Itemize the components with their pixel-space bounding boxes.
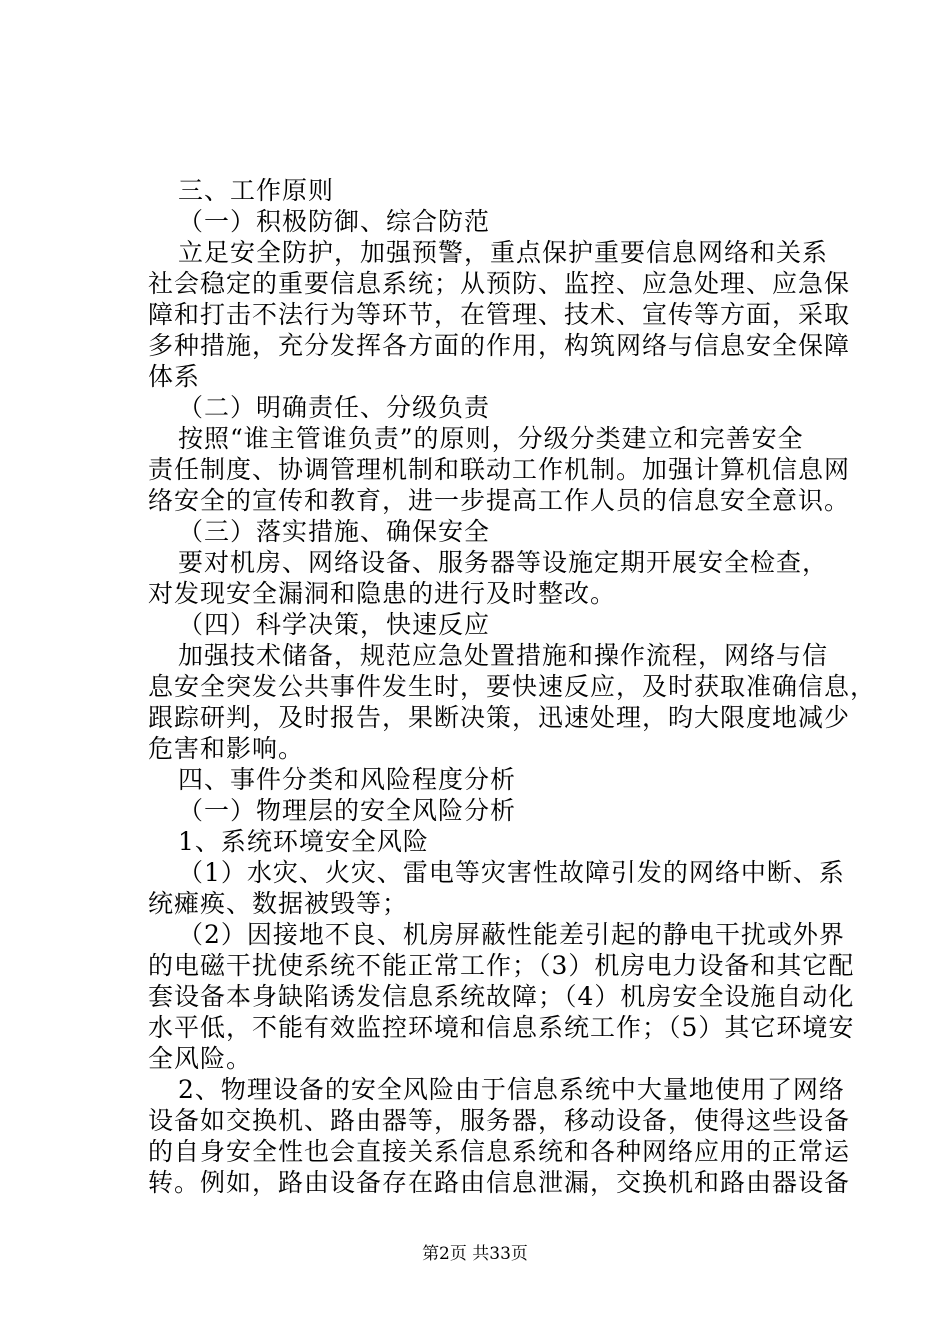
- section-heading: 四、事件分类和风险程度分析: [178, 765, 517, 794]
- paragraph-line: 立足安全防护，加强预警，重点保护重要信息网络和关系: [178, 238, 829, 267]
- paragraph-line: 全风险。: [148, 1044, 253, 1073]
- paragraph-line: 社会稳定的重要信息系统；从预防、监控、应急处理、应急保: [148, 269, 851, 298]
- subsection-heading: （一）积极防御、综合防范: [178, 207, 491, 236]
- paragraph-line: 套设备本身缺陷诱发信息系统故障；（4）机房安全设施自动化: [148, 982, 855, 1011]
- paragraph-line: 络安全的宣传和教育，进一步提高工作人员的信息安全意识。: [148, 486, 851, 515]
- subsection-heading: （三）落实措施、确保安全: [178, 517, 491, 546]
- paragraph-line: 跟踪研判，及时报告，果断决策，迅速处理，昀大限度地减少: [148, 703, 851, 732]
- paragraph-line: 按照“谁主管谁负责”的原则，分级分类建立和完善安全: [178, 424, 804, 453]
- paragraph-line: （1）水灾、火灾、雷电等灾害性故障引发的网络中断、系: [178, 858, 845, 887]
- paragraph-line: 的电磁干扰使系统不能正常工作；（3）机房电力设备和其它配: [148, 951, 855, 980]
- paragraph-line: 水平低，不能有效监控环境和信息系统工作；（5）其它环境安: [148, 1013, 855, 1042]
- paragraph-line: （2）因接地不良、机房屏蔽性能差引起的静电干扰或外界: [178, 920, 845, 949]
- paragraph-line: 障和打击不法行为等环节，在管理、技术、宣传等方面，采取: [148, 300, 851, 329]
- section-heading: 三、工作原则: [178, 176, 335, 205]
- subsection-heading: （二）明确责任、分级负责: [178, 393, 491, 422]
- paragraph-line: 息安全突发公共事件发生时，要快速反应，及时获取准确信息，: [148, 672, 877, 701]
- paragraph-line: 设备如交换机、路由器等，服务器，移动设备，使得这些设备: [148, 1106, 851, 1135]
- paragraph-line: 要对机房、网络设备、服务器等设施定期开展安全检查，: [178, 548, 829, 577]
- subsection-heading: （一）物理层的安全风险分析: [178, 796, 517, 825]
- paragraph-line: 2、物理设备的安全风险由于信息系统中大量地使用了网络: [178, 1075, 845, 1104]
- paragraph-line: 多种措施，充分发挥各方面的作用，构筑网络与信息安全保障: [148, 331, 851, 360]
- subsection-heading: （四）科学决策，快速反应: [178, 610, 491, 639]
- page-footer: 第2页 共33页: [422, 1244, 528, 1264]
- paragraph-line: 责任制度、协调管理机制和联动工作机制。加强计算机信息网: [148, 455, 851, 484]
- item-heading: 1、系统环境安全风险: [178, 827, 429, 856]
- paragraph-line: 体系: [148, 362, 201, 391]
- paragraph-line: 统瘫痪、数据被毁等；: [148, 889, 409, 918]
- paragraph-line: 加强技术储备，规范应急处置措施和操作流程，网络与信: [178, 641, 829, 670]
- paragraph-line: 转。例如，路由设备存在路由信息泄漏，交换机和路由器设备: [148, 1168, 851, 1197]
- paragraph-line: 对发现安全漏洞和隐患的进行及时整改。: [148, 579, 617, 608]
- paragraph-line: 危害和影响。: [148, 734, 305, 763]
- paragraph-line: 的自身安全性也会直接关系信息系统和各种网络应用的正常运: [148, 1137, 851, 1166]
